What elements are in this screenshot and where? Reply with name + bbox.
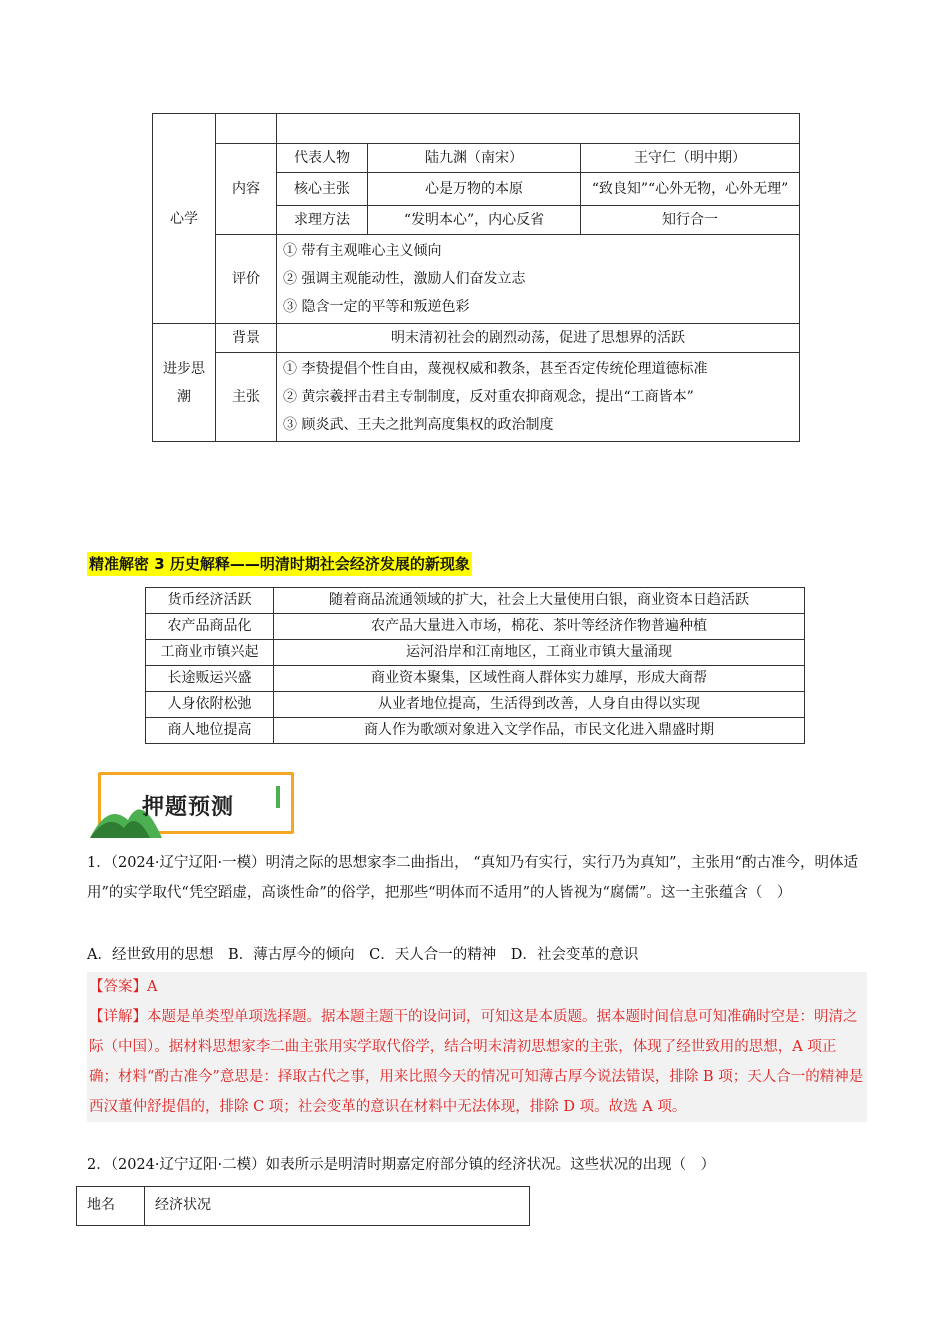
question-1-options: A．经世致用的思想 B．薄古厚今的倾向 C．天人合一的精神 D．社会变革的意识 [87,947,639,963]
question-1-stem: 1．（2024·辽宁辽阳·一模）明清之际的思想家李二曲指出， “真知乃有实行，实行乃为真知”，主张用“酌古准今，明体适用”的实学取代“凭空蹈虚，高谈性命”的俗学，把那些“明体而不适用”的人皆视为“腐儒”。这一主张蕴含（ ） [87,855,858,901]
claim-item: ① 李贽提倡个性自由，蔑视权威和教条，甚至否定传统伦理道德标准 [283,361,708,377]
cell-method-a: “发明本心”，内心反省 [368,206,581,235]
table-row [146,666,805,692]
row-label: 求理方法 [277,206,368,235]
phenomenon-name: 农产品商品化 [146,614,274,640]
table-row [146,614,805,640]
eval-cell [277,235,800,324]
phenomenon-name: 商人地位提高 [146,718,274,744]
phenomenon-name: 人身依附松弛 [146,692,274,718]
bg-label: 背景 [216,324,277,353]
col-header-economy: 经济状况 [145,1187,530,1226]
detail-text: 【详解】本题是单类型单项选择题。据本题主题干的设问词，可知这是本质题。据本题时间信息可知准确时空是：明清之际（中国）。据材料思想家李二曲主张用实学取代俗学，结合明末清初思想家的主张，体现了经世致用的思想，A 项正确；材料“酌古准今”意思是：择取古代之事，用来比照今天的情况可知薄古厚今说法错误，排除 B 项；天人合一的精神是西汉董仲舒提倡的，排除 C 项；社会变革的意识在材料中无法体现，排除 D 项。故选 A 项。 [89,1009,864,1115]
phenomenon-name: 长途贩运兴盛 [146,666,274,692]
answer-line: 【答案】A [89,979,158,995]
content-label: 内容 [216,144,277,235]
phenomenon-desc: 从业者地位提高，生活得到改善，人身自由得以实现 [274,692,805,718]
claim-cell [277,353,800,442]
table-row [146,718,805,744]
xinxue-label: 心学 [153,114,216,324]
cell-method-b: 知行合一 [581,206,800,235]
phenomenon-desc: 商业资本聚集，区域性商人群体实力雄厚，形成大商帮 [274,666,805,692]
phenomenon-name: 工商业市镇兴起 [146,640,274,666]
eval-label: 评价 [216,235,277,324]
question-2-stem: 2．（2024·辽宁辽阳·二模）如表所示是明清时期嘉定府部分镇的经济状况。这些状况的出现（ ） [87,1157,716,1173]
row-label: 代表人物 [277,144,368,173]
cell-core-a: 心是万物的本原 [368,173,581,206]
table-row [77,1187,530,1226]
phenomenon-desc: 商人作为歌颂对象进入文学作品，市民文化进入鼎盛时期 [274,718,805,744]
bg-text: 明末清初社会的剧烈动荡，促进了思想界的活跃 [277,324,800,353]
answer-block [87,972,867,1122]
jinbu-label: 进步思潮 [153,324,216,442]
cell-core-b: “致良知”“心外无物，心外无理” [581,173,800,206]
phenomenon-desc: 运河沿岸和江南地区，工商业市镇大量涌现 [274,640,805,666]
claim-item: ③ 顾炎武、王夫之批判高度集权的政治制度 [283,417,554,433]
col-header-place: 地名 [77,1187,145,1226]
section-heading: 精准解密 3 历史解释——明清时期社会经济发展的新现象 [87,552,472,576]
phenomenon-desc: 随着商品流通领域的扩大，社会上大量使用白银，商业资本日趋活跃 [274,588,805,614]
row-label: 核心主张 [277,173,368,206]
xinxue-jinbu-table [152,113,800,442]
table-row [146,692,805,718]
claim-label: 主张 [216,353,277,442]
cell-wangshouren: 王守仁（明中期） [581,144,800,173]
town-economy-table [76,1186,530,1226]
eval-item: ② 强调主观能动性，激励人们奋发立志 [283,271,526,287]
prediction-banner [90,772,300,838]
claim-item: ② 黄宗羲抨击君主专制制度，反对重农抑商观念，提出“工商皆本” [283,389,694,405]
eval-item: ③ 隐含一定的平等和叛逆色彩 [283,299,470,315]
banner-title: 押题预测 [142,795,235,820]
cell-lujiuyuan: 陆九渊（南宋） [368,144,581,173]
phenomena-table [145,587,805,744]
phenomenon-desc: 农产品大量进入市场，棉花、茶叶等经济作物普遍种植 [274,614,805,640]
eval-item: ① 带有主观唯心主义倾向 [283,243,442,259]
phenomenon-name: 货币经济活跃 [146,588,274,614]
table-row [146,640,805,666]
table-row [146,588,805,614]
